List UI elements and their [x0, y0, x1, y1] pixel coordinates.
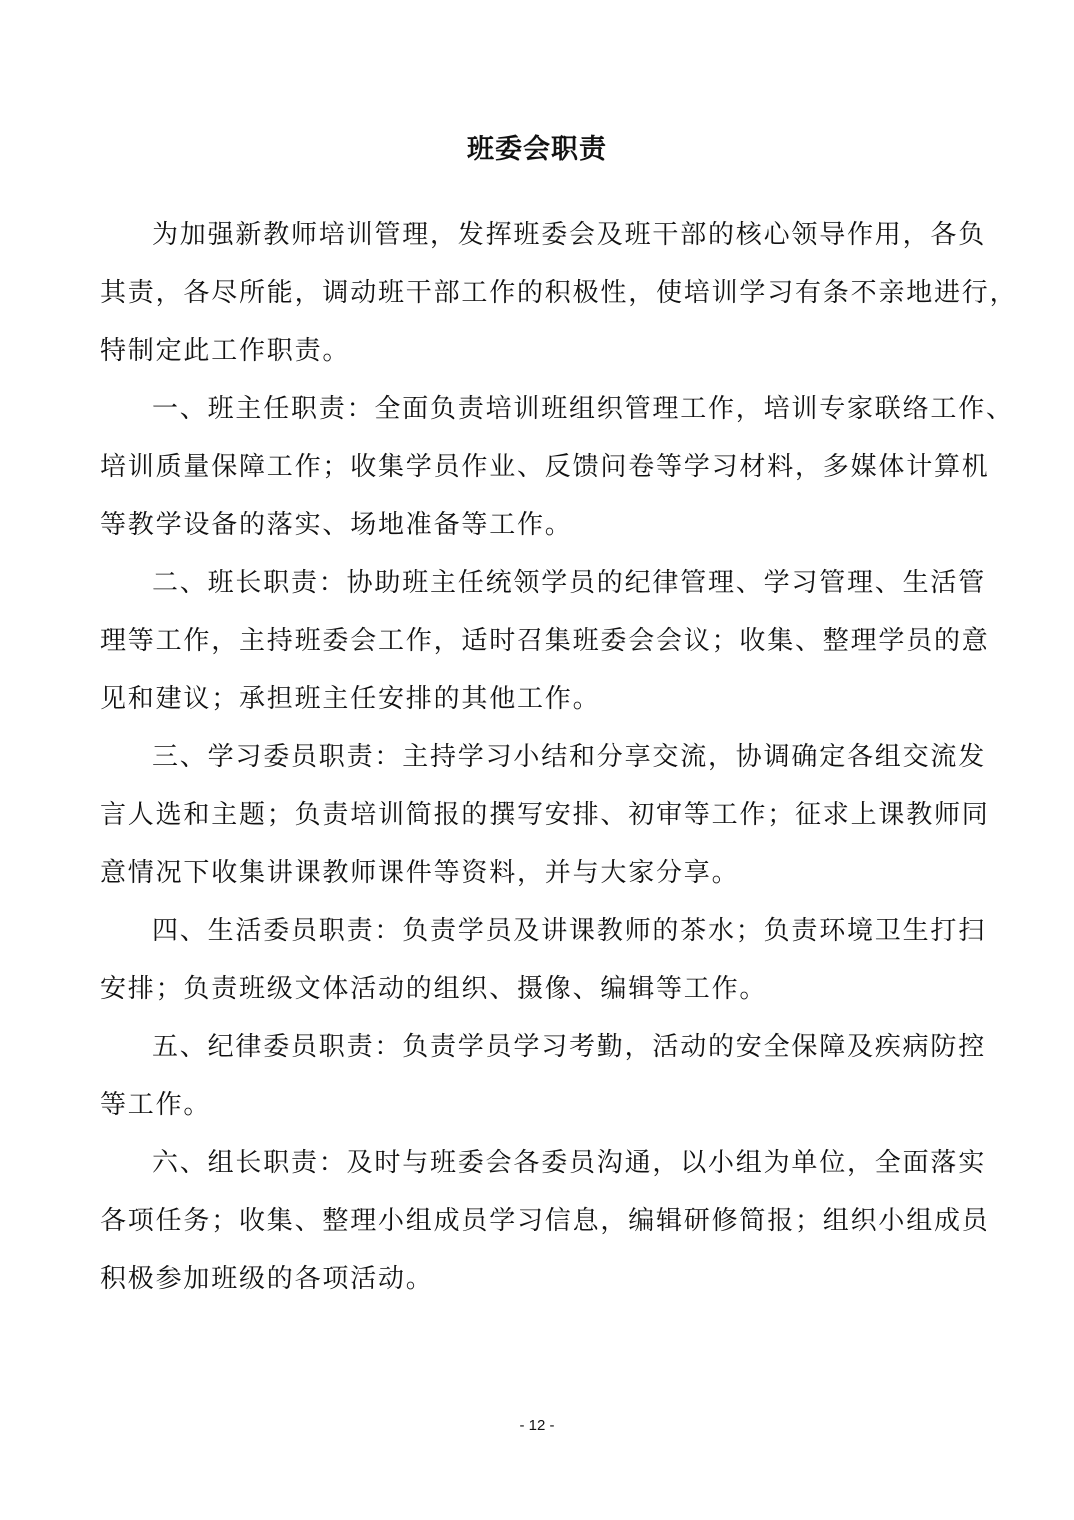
paragraph-line: 四、生活委员职责：负责学员及讲课教师的茶水；负责环境卫生打扫: [152, 916, 987, 946]
paragraph-line: 见和建议；承担班主任安排的其他工作。: [100, 684, 601, 714]
paragraph-line: 三、学习委员职责：主持学习小结和分享交流，协调确定各组交流发: [152, 742, 987, 772]
paragraph-line: 安排；负责班级文体活动的组织、摄像、编辑等工作。: [100, 974, 768, 1004]
paragraph-intro: [100, 206, 1018, 380]
paragraph-line: 五、纪律委员职责：负责学员学习考勤，活动的安全保障及疾病防控: [152, 1032, 987, 1062]
paragraph-group-leader: [100, 1134, 990, 1308]
document-body: [100, 206, 1018, 1308]
paragraph-head-teacher: [100, 380, 1014, 554]
paragraph-line: 等教学设备的落实、场地准备等工作。: [100, 510, 573, 540]
paragraph-line: 等工作。: [100, 1090, 212, 1120]
paragraph-line: 一、班主任职责：全面负责培训班组织管理工作，培训专家联络工作、: [152, 394, 1014, 424]
paragraph-line: 其责，各尽所能，调动班干部工作的积极性，使培训学习有条不亲地进行，: [100, 278, 1018, 308]
paragraph-monitor: [100, 554, 990, 728]
paragraph-line: 积极参加班级的各项活动。: [100, 1264, 434, 1294]
paragraph-line: 理等工作，主持班委会工作，适时召集班委会会议；收集、整理学员的意: [100, 626, 990, 656]
paragraph-life-committee: [100, 902, 987, 1018]
paragraph-line: 六、组长职责：及时与班委会各委员沟通，以小组为单位，全面落实: [152, 1148, 987, 1178]
paragraph-line: 培训质量保障工作；收集学员作业、反馈问卷等学习材料，多媒体计算机: [100, 452, 990, 482]
paragraph-line: 各项任务；收集、整理小组成员学习信息，编辑研修简报；组织小组成员: [100, 1206, 990, 1236]
paragraph-study-committee: [100, 728, 990, 902]
paragraph-discipline-committee: [100, 1018, 987, 1134]
paragraph-line: 意情况下收集讲课教师课件等资料，并与大家分享。: [100, 858, 740, 888]
paragraph-line: 言人选和主题；负责培训简报的撰写安排、初审等工作；征求上课教师同: [100, 800, 990, 830]
page-title: 班委会职责: [467, 134, 607, 165]
page-number: - 12 -: [519, 1417, 555, 1434]
paragraph-line: 为加强新教师培训管理，发挥班委会及班干部的核心领导作用，各负: [152, 220, 987, 250]
paragraph-line: 特制定此工作职责。: [100, 336, 351, 366]
paragraph-line: 二、班长职责：协助班主任统领学员的纪律管理、学习管理、生活管: [152, 568, 987, 598]
